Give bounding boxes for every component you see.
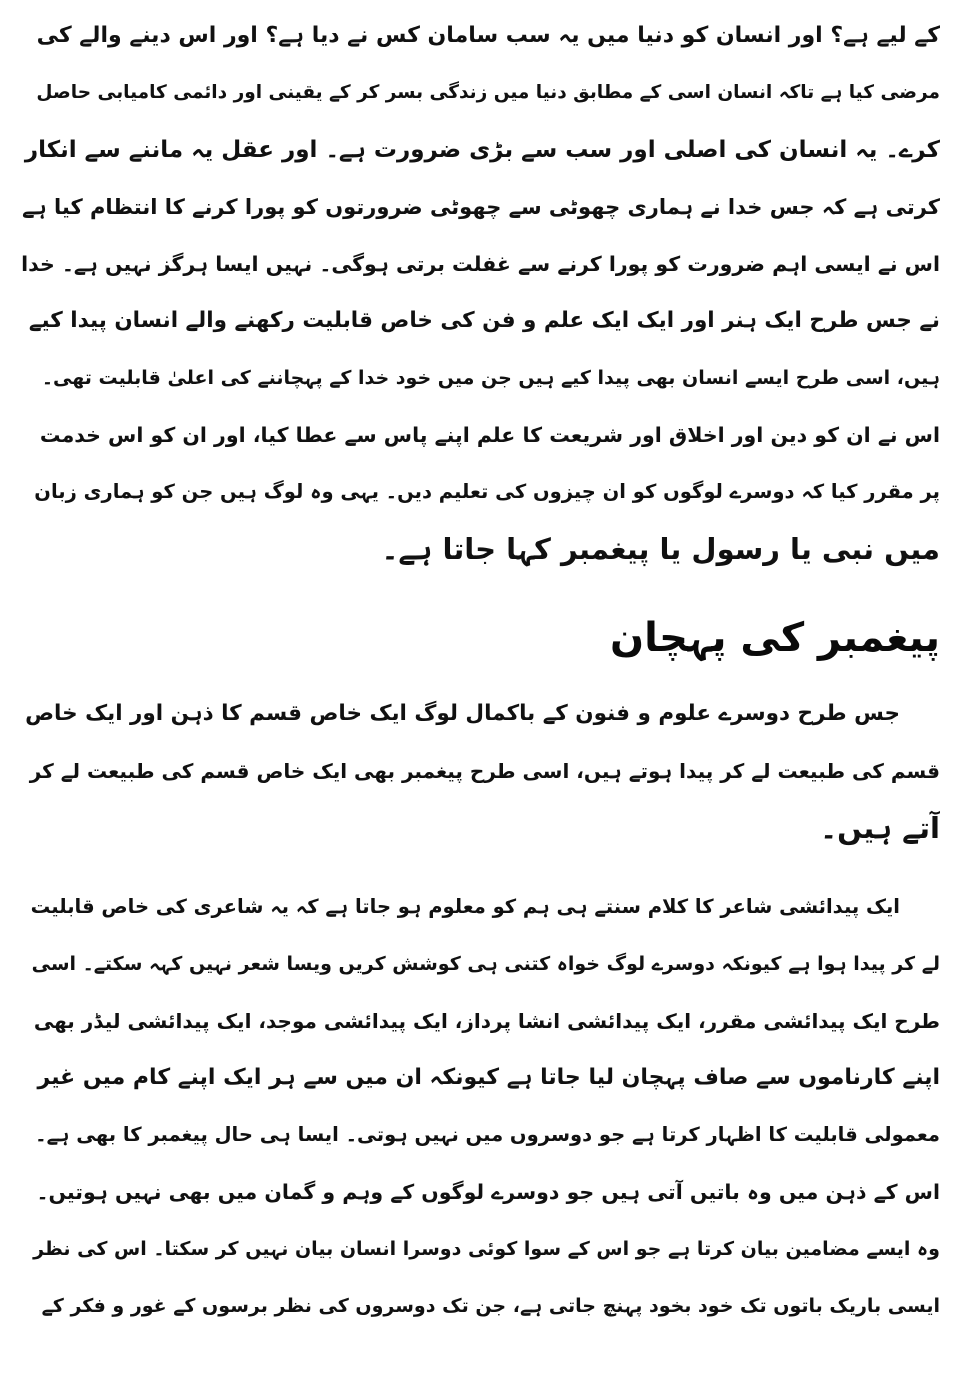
paragraph-line: کے لیے ہے؟ اور انسان کو دنیا میں یہ سب سامان کس نے دیا ہے؟ اور اس دینے والے کی bbox=[36, 23, 940, 48]
paragraph-line: اس کے ذہن میں وہ باتیں آتی ہیں جو دوسرے لوگوں کے وہم و گمان میں بھی نہیں ہوتیں۔ bbox=[36, 1180, 940, 1204]
paragraph-line: نے جس طرح ایک ہنر اور ایک ایک علم و فن کی خاص قابلیت رکھنے والے انسان پیدا کیے bbox=[28, 308, 940, 333]
paragraph-line: وہ ایسے مضامین بیان کرتا ہے جو اس کے سوا کوئی دوسرا انسان بیان نہیں کر سکتا۔ اس کی نظر bbox=[33, 1238, 940, 1260]
paragraph-line: اپنے کارناموں سے صاف پہچان لیا جاتا ہے کیونکہ ان میں سے ہر ایک اپنے کام میں غیر bbox=[37, 1065, 940, 1090]
paragraph-line: اس نے ان کو دین اور اخلاق اور شریعت کا علم اپنے پاس سے عطا کیا، اور ان کو اس خدمت bbox=[39, 423, 940, 447]
paragraph-line: ایک پیدائشی شاعر کا کلام سنتے ہی ہم کو معلوم ہو جاتا ہے کہ یہ شاعری کی خاص قابلیت bbox=[30, 895, 900, 918]
paragraph-line: طرح ایک پیدائشی مقرر، ایک پیدائشی انشا پرداز، ایک پیدائشی موجد، ایک پیدائشی لیڈر بھی bbox=[33, 1009, 940, 1033]
paragraph-line: آتے ہیں۔ bbox=[820, 811, 940, 845]
paragraph-line: ایسی باریک باتوں تک خود بخود پہنچ جاتی ہے، جن تک دوسروں کی نظر برسوں کے غور و فکر کے bbox=[41, 1295, 940, 1317]
paragraph-line: معمولی قابلیت کا اظہار کرتا ہے جو دوسروں میں نہیں ہوتی۔ ایسا ہی حال پیغمبر کا بھی ہے۔ bbox=[35, 1123, 940, 1146]
paragraph-line: قسم کی طبیعت لے کر پیدا ہوتے ہیں، اسی طرح پیغمبر بھی ایک خاص قسم کی طبیعت لے کر bbox=[29, 759, 940, 783]
paragraph-line: کرے۔ یہ انسان کی اصلی اور سب سے بڑی ضرورت ہے۔ اور عقل یہ ماننے سے انکار bbox=[24, 137, 940, 163]
paragraph-line: ہیں، اسی طرح ایسے انسان بھی پیدا کیے ہیں جن میں خود خدا کے پہچاننے کی اعلیٰ قابلیت تھی۔ bbox=[41, 367, 940, 389]
paragraph-line: اس نے ایسی اہم ضرورت کو پورا کرنے سے غفلت برتی ہوگی۔ نہیں ایسا ہرگز نہیں ہے۔ خدا bbox=[21, 252, 940, 276]
paragraph-line: لے کر پیدا ہوا ہے کیونکہ دوسرے لوگ خواہ کتنی ہی کوشش کریں ویسا شعر نہیں کہہ سکتے۔ اسی bbox=[31, 953, 940, 975]
paragraph-line: پر مقرر کیا کہ دوسرے لوگوں کو ان چیزوں کی تعلیم دیں۔ یہی وہ لوگ ہیں جن کو ہماری زبان bbox=[34, 480, 940, 503]
paragraph-line: جس طرح دوسرے علوم و فنون کے باکمال لوگ ایک خاص قسم کا ذہن اور ایک خاص bbox=[25, 701, 900, 726]
paragraph-line: کرتی ہے کہ جس خدا نے ہماری چھوٹی سے چھوٹی ضرورتوں کو پورا کرنے کا انتظام کیا ہے bbox=[22, 195, 940, 219]
paragraph-line: میں نبی یا رسول یا پیغمبر کہا جاتا ہے۔ bbox=[381, 532, 940, 566]
section-heading: پیغمبر کی پہچان bbox=[610, 615, 940, 661]
paragraph-line: مرضی کیا ہے تاکہ انسان اسی کے مطابق دنیا میں زندگی بسر کر کے یقینی اور دائمی کامیابی حاصل bbox=[36, 82, 940, 103]
